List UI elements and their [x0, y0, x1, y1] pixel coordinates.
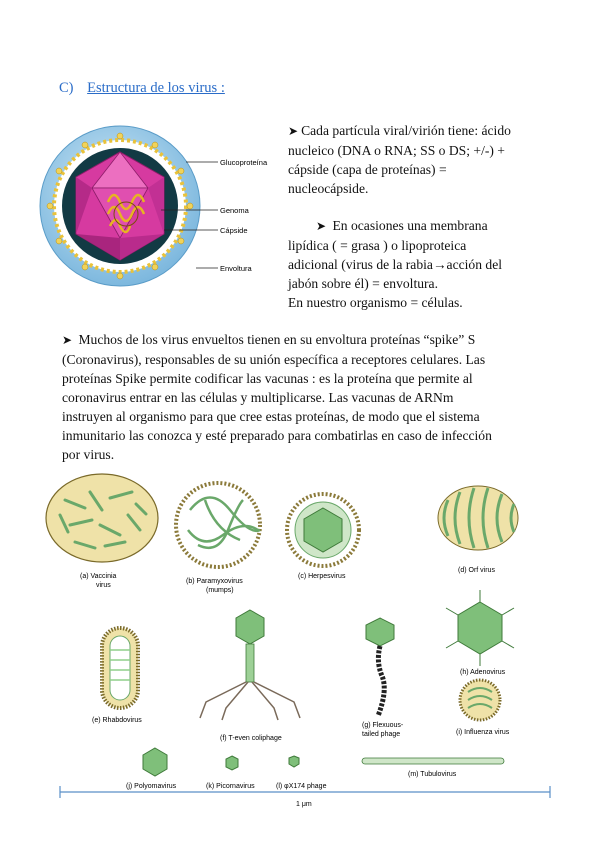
virus-structure-diagram	[36, 122, 286, 292]
label-picornavirus: (k) Picornavirus	[206, 783, 255, 790]
label-tubulovirus: (m) Tubulovirus	[408, 771, 457, 778]
label-flexuous-phage-2: tailed phage	[362, 731, 401, 738]
label-vaccinia-1: (a) Vaccinia	[80, 573, 117, 580]
bullet-envelope-info: ➤ En ocasiones una membrana lipídica ( = grasa ) o lipoproteica adicional (virus de la rabia→acción del jabón sobre él) = envoltura. En nuestro organismo = células.	[288, 218, 503, 310]
label-t-even-coliphage: (f) T-even coliphage	[220, 735, 282, 742]
t-even-coliphage-drawing	[200, 610, 300, 720]
orf-virus-drawing	[438, 486, 518, 550]
vaccinia-virus-drawing	[46, 474, 158, 562]
picornavirus-drawing	[226, 756, 238, 770]
label-paramyxovirus-1: (b) Paramyxovirus	[186, 578, 243, 585]
section-title-link[interactable]: Estructura de los virus :	[87, 80, 225, 96]
label-paramyxovirus-2: (mumps)	[206, 587, 234, 594]
bullet-arrow-icon: ➤	[62, 333, 73, 347]
rhabdovirus-drawing	[102, 628, 138, 708]
label-herpesvirus: (c) Herpesvirus	[298, 573, 346, 580]
tubulovirus-drawing	[362, 758, 504, 764]
virus-gallery-figure	[40, 470, 570, 810]
polyomavirus-drawing	[143, 748, 167, 776]
label-adenovirus: (h) Adenovirus	[460, 669, 506, 676]
section-heading	[59, 80, 225, 97]
label-vaccinia-2: virus	[96, 582, 111, 589]
label-polyomavirus: (j) Polyomavirus	[126, 783, 177, 790]
label-genome: Genoma	[220, 206, 249, 215]
influenza-virus-drawing	[460, 680, 500, 720]
label-orf-virus: (d) Orf virus	[458, 567, 495, 574]
label-phix174-phage: (l) φX174 phage	[276, 783, 327, 790]
scale-label: 1 μm	[296, 801, 312, 808]
label-envelope: Envoltura	[220, 264, 252, 273]
adenovirus-drawing	[446, 590, 514, 666]
bullet-arrow-icon: ➤	[316, 219, 327, 233]
herpesvirus-drawing	[287, 494, 359, 566]
label-influenza-virus: (i) Influenza virus	[456, 729, 510, 736]
label-glycoprotein: Glucoproteína	[220, 158, 268, 167]
label-flexuous-phage-1: (g) Flexuous-	[362, 722, 404, 729]
flexuous-tailed-phage-drawing	[366, 618, 394, 716]
bullet-arrow-icon: ➤	[288, 124, 299, 138]
phix174-phage-drawing	[289, 756, 299, 767]
label-capsid: Cápside	[220, 226, 248, 235]
bullet-virion-composition: ➤ Cada partícula viral/virión tiene: ácido nucleico (DNA o RNA; SS o DS; +/-) + cápside (capa de proteínas) = nucleocápside.	[288, 123, 511, 196]
label-rhabdovirus: (e) Rhabdovirus	[92, 717, 142, 724]
paramyxovirus-drawing	[176, 483, 260, 567]
bullet-spike-proteins: ➤ Muchos de los virus envueltos tienen en su envoltura proteínas “spike” S (Coronavirus), responsables de su unión específica a receptores celulares. Las proteínas Spike permite codificar las vacunas : es la proteína que permite al coronavirus entrar en las células y multiplicarse. Las vacunas de ARNm instruyen al organismo para que cree estas proteínas, de modo que el sistema inmunitario las conozca y esté preparado para combatirlas en caso de infección por virus.	[62, 332, 492, 462]
section-letter: C)	[59, 80, 74, 96]
